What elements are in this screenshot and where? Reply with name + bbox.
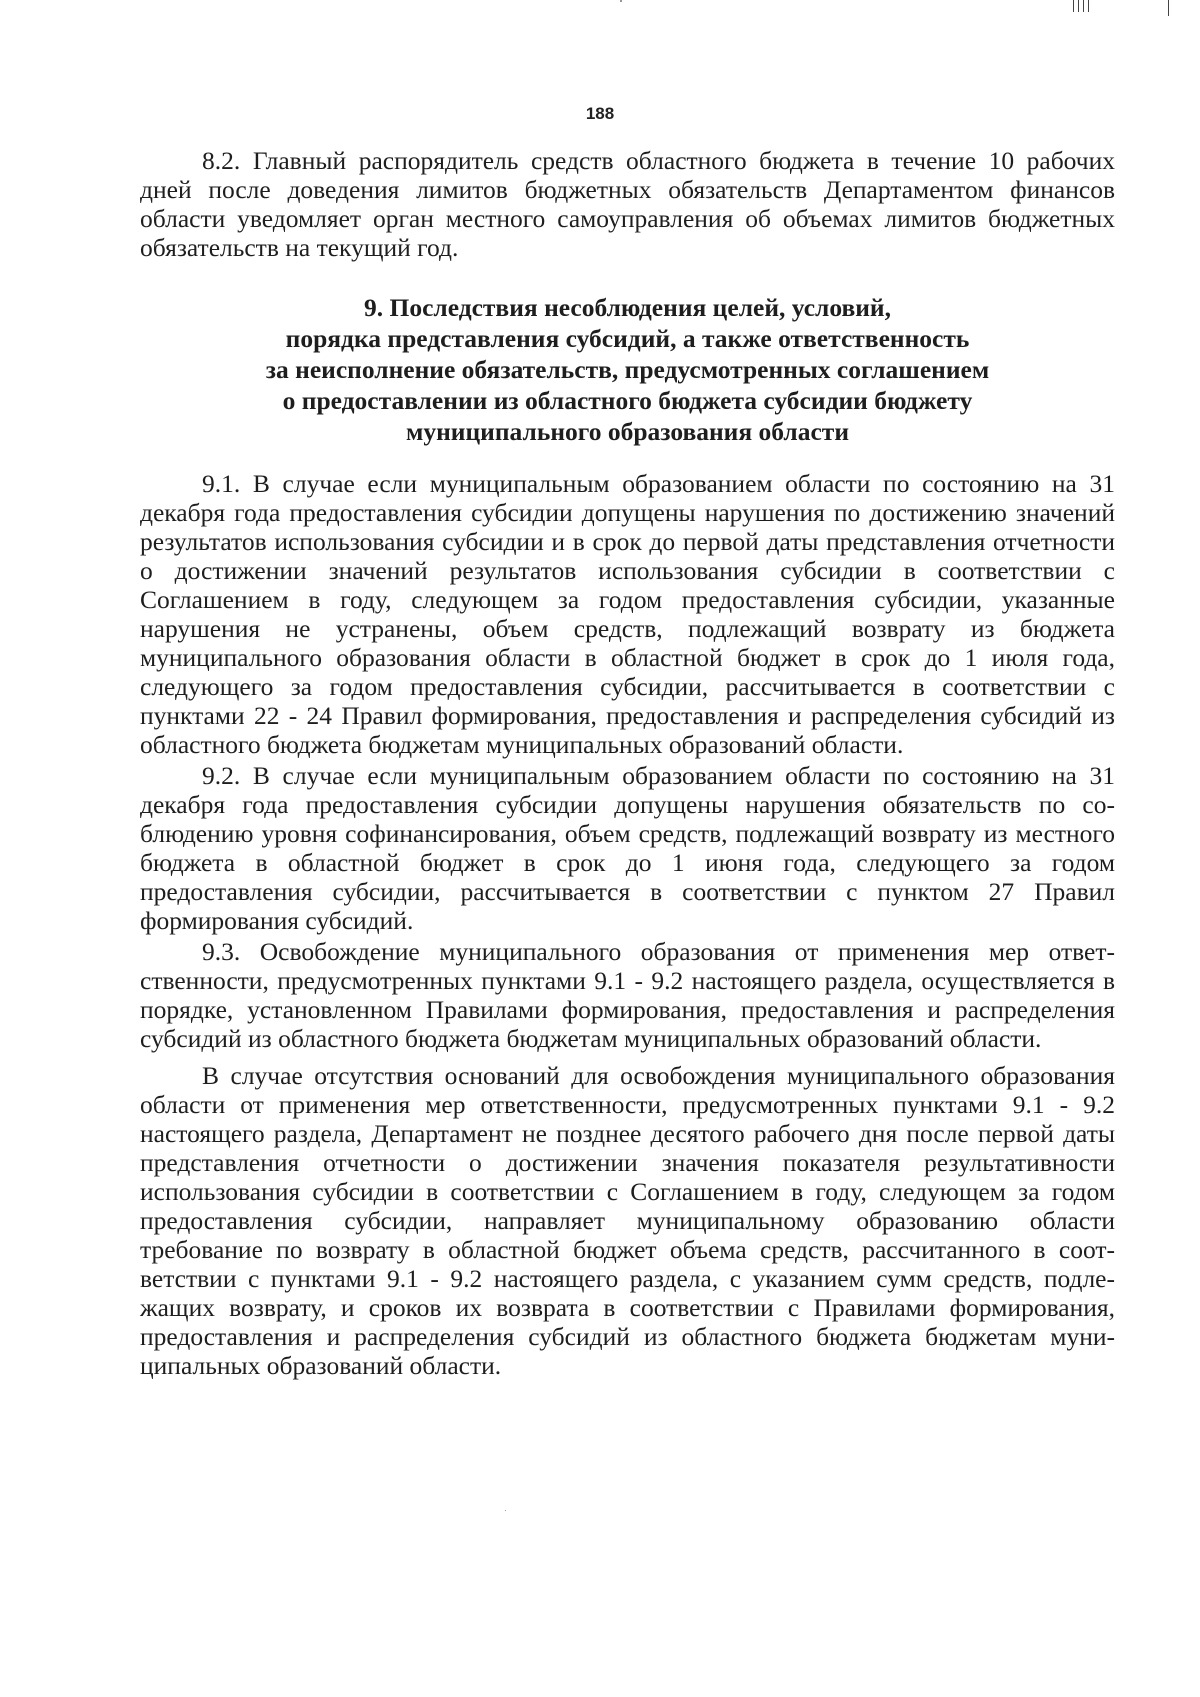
scan-artifact-mark [1073,0,1074,12]
scan-artifact-dot [620,0,622,2]
scan-artifact-mark [1168,0,1169,16]
section-heading-line: порядка представления субсидий, а также ответственность [285,324,970,353]
scan-artifact-mark [1083,0,1084,12]
document-body [140,146,1115,1380]
paragraph-9-3: 9.3. Освобождение муниципального образования от применения мер ответственности, предусмотренных пунктами 9.1 - 9.2 настоящего раздела, осуществляется в порядке, установленном Правилами формирования, предоставления и распределения субсидий из областного бюджета бюджетам муниципальных образований области. [140,937,1115,1053]
paragraph-8-2: 8.2. Главный распорядитель средств областного бюджета в течение 10 рабочих дней после доведения лимитов бюджетных обязательств Департаментом финансов области уведомляет орган местного самоуправления об объемах лимитов бюджетных обязательств на текущий год. [140,146,1115,262]
paragraph-9-2: 9.2. В случае если муниципальным образованием области по состоянию на 31 декабря года предоставления субсидии допущены нарушения обязательств по соблюдению уровня софинансирования, объем средств, подлежащий возврату из местного бюджета в областной бюджет в срок до 1 июня года, следующего за годом предоставления субсидии, рассчитывается в соответствии с пунктом 27 Правил формирования субсидий. [140,761,1115,935]
page-number: 188 [585,104,615,123]
section-heading-line: о предоставлении из областного бюджета субсидии бюджету [282,386,973,415]
paragraph-absence-of-grounds: В случае отсутствия оснований для освобождения муниципального образования области от применения мер ответственности, предусмотренных пунктами 9.1 - 9.2 настоящего раздела, Департамент не позднее десятого рабочего дня после первой даты представления отчетности о достижении значения показателя результативности использования субсидии в соответствии с Соглашением в году, следующем за годом предоставления субсидии, направляет муниципальному образованию области требование по возврату в областной бюджет объема средств, рассчитанного в соответствии с пунктами 9.1 - 9.2 настоящего раздела, с указанием сумм средств, подлежащих возврату, и сроков их возврата в соответствии с Правилами формирования, предоставления и распределения субсидий из областного бюджета бюджетам муниципальных образований области. [140,1061,1115,1380]
scan-artifact-mark [1078,0,1079,12]
scan-artifact-dot [505,1510,506,1511]
section-9-heading [140,292,1115,447]
section-heading-line: муниципального образования области [405,417,850,446]
section-heading-line: за неисполнение обязательств, предусмотренных соглашением [265,355,990,384]
scan-artifact-mark [1088,0,1089,12]
section-heading-line: 9. Последствия несоблюдения целей, условий, [364,293,891,322]
paragraph-9-1: 9.1. В случае если муниципальным образованием области по состоянию на 31 декабря года предоставления субсидии допущены нарушения по достижению значений результатов использования субсидии и в срок до первой даты представления отчетности о достижении значений результатов использования субсидии в соответствии с Соглашением в году, следующем за годом предоставления субсидии, указанные нарушения не устранены, объем средств, подлежащий возврату из бюджета муниципального образования области в областной бюджет в срок до 1 июля года, следующего за годом предоставления субсидии, рассчитывается в соответствии с пунктами 22 - 24 Правил формирования, предоставления и распределения субсидий из областного бюджета бюджетам муниципальных образований области. [140,469,1115,759]
